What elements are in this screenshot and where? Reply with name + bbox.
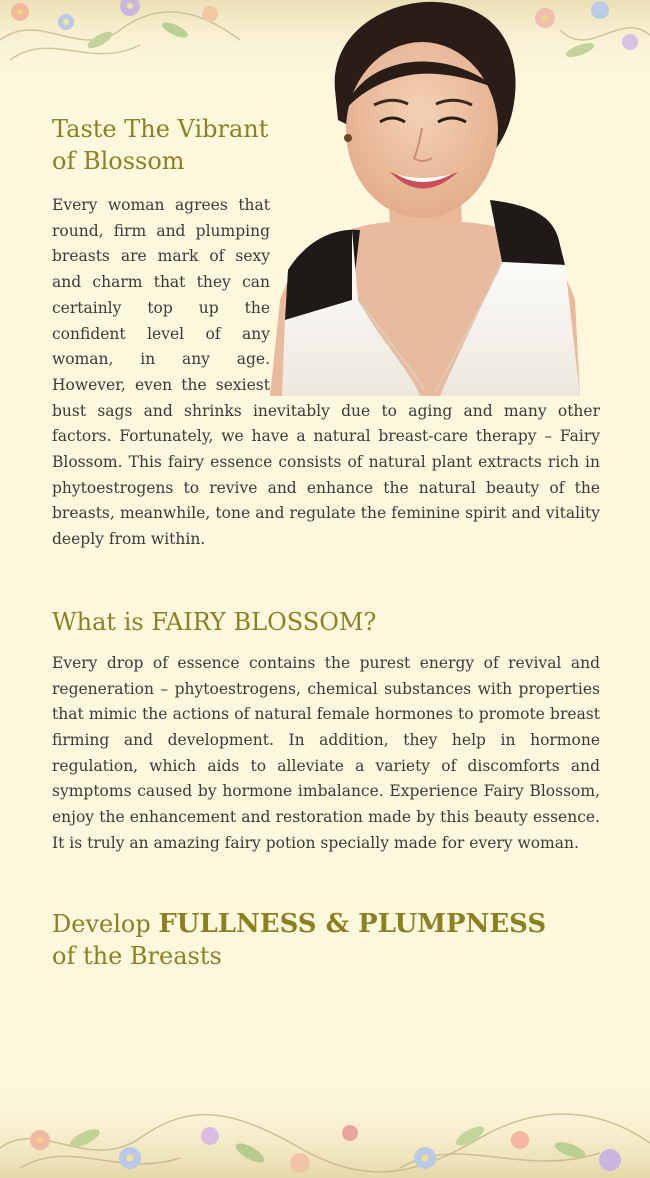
develop-heading-bold: FULLNESS & PLUMPNESS xyxy=(158,909,547,940)
develop-heading xyxy=(52,908,600,972)
intro-paragraph: Every woman agrees that round, firm and plumping breasts are mark of sexy and charm that they can certainly top up the confident level of any woman, in any age. However, even the sexiest bust sags and shrinks inevitably due to aging and many other factors. Fortunately, we have a natural breast-care therapy – Fairy Blossom. This fairy essence consists of natural plant extracts rich in phytoestrogens to revive and enhance the natural beauty of the breasts, meanwhile, tone and regulate the feminine spirit and vitality deeply from within. xyxy=(52,196,600,549)
what-is-heading: What is FAIRY BLOSSOM? xyxy=(52,607,377,636)
what-is-paragraph: Every drop of essence contains the purest energy of revival and regeneration – phytoestrogens, chemical substances with properties that mimic the actions of natural female hormones to promote breast firming and development. In addition, they help in hormone regulation, which aids to alleviate a variety of discomforts and symptoms caused by hormone imbalance. Experience Fairy Blossom, enjoy the enhancement and restoration made by this beauty essence. It is truly an amazing fairy potion specially made for every woman. xyxy=(52,653,600,852)
photo-wrap-spacer xyxy=(270,113,600,398)
article-content xyxy=(52,113,600,972)
intro-heading-line2: of Blossom xyxy=(52,147,185,175)
floral-border-bottom xyxy=(0,1078,650,1178)
develop-heading-prefix: Develop xyxy=(52,910,159,939)
develop-heading-line2: of the Breasts xyxy=(52,942,222,971)
intro-heading-line1: Taste The Vibrant xyxy=(52,115,269,143)
